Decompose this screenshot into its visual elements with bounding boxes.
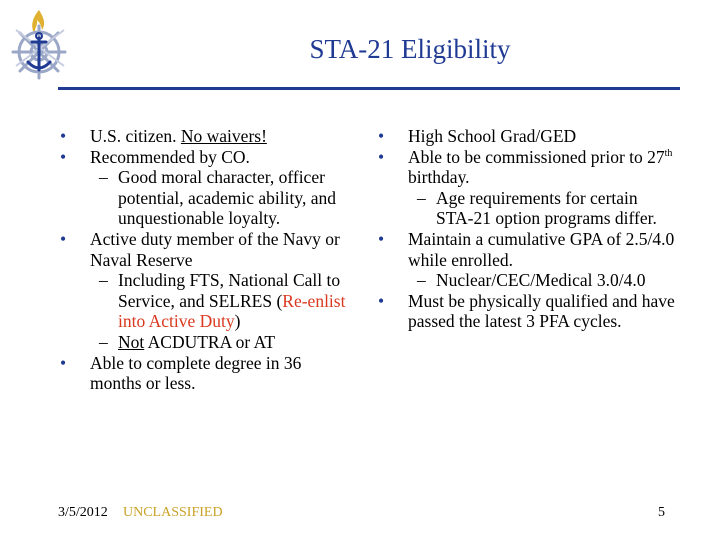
list-item-text: birthday. — [408, 167, 470, 188]
list-item-text: U.S. citizen. — [90, 126, 181, 146]
right-bullet-list — [378, 126, 678, 332]
navy-anchor-emblem-icon — [6, 8, 72, 80]
list-item — [60, 229, 350, 353]
emphasis-text: Not — [118, 331, 145, 352]
footer-classification: UNCLASSIFIED — [123, 505, 223, 520]
list-item-text: Recommended by CO. — [90, 146, 250, 167]
footer-date: 3/5/2012 — [58, 505, 108, 520]
sub-list-item — [90, 270, 350, 332]
sub-list-item-text: ) — [234, 311, 241, 332]
sub-list — [408, 270, 678, 291]
superscript-text: th — [664, 147, 673, 159]
list-item-text: Able to be commissioned prior to 27 — [408, 146, 665, 167]
list-item — [60, 126, 350, 147]
sub-list — [408, 188, 678, 229]
emphasis-text: No waivers! — [180, 126, 267, 146]
sub-list-item-text: ACDUTRA or AT — [144, 331, 276, 352]
list-item-text: High School Grad/GED — [408, 126, 577, 146]
title-divider — [58, 87, 680, 90]
left-column — [60, 126, 350, 394]
list-item — [378, 126, 678, 147]
list-item-text: Must be physically qualified and have passed the latest 3 PFA cycles. — [408, 290, 675, 332]
list-item — [378, 229, 678, 291]
sub-list — [90, 270, 350, 352]
list-item-text: Maintain a cumulative GPA of 2.5/4.0 while enrolled. — [408, 228, 675, 270]
list-item — [378, 147, 678, 229]
sub-list — [90, 167, 350, 229]
slide-title: STA-21 Eligibility — [309, 34, 511, 64]
sub-list-item — [90, 332, 350, 353]
highlight-text: Re-enlist into Active Duty — [118, 290, 346, 332]
page-number: 5 — [658, 505, 665, 520]
list-item-text: Able to complete degree in 36 months or less. — [90, 352, 302, 394]
list-item — [60, 147, 350, 229]
sub-list-item-text: Including FTS, National Call to Service, and SELRES ( — [118, 270, 341, 311]
list-item — [378, 291, 678, 332]
list-item-text: Active duty member of the Navy or Naval Reserve — [90, 228, 340, 270]
list-item — [60, 353, 350, 394]
sub-list-item: – Nuclear/CEC/Medical 3.0/4.0 — [408, 270, 678, 291]
right-column — [378, 126, 678, 332]
left-bullet-list — [60, 126, 350, 394]
sub-list-item: – Age requirements for certain STA-21 option programs differ. — [408, 188, 678, 229]
sub-list-item: – Good moral character, officer potential, academic ability, and unquestionable loyalty. — [90, 167, 350, 229]
